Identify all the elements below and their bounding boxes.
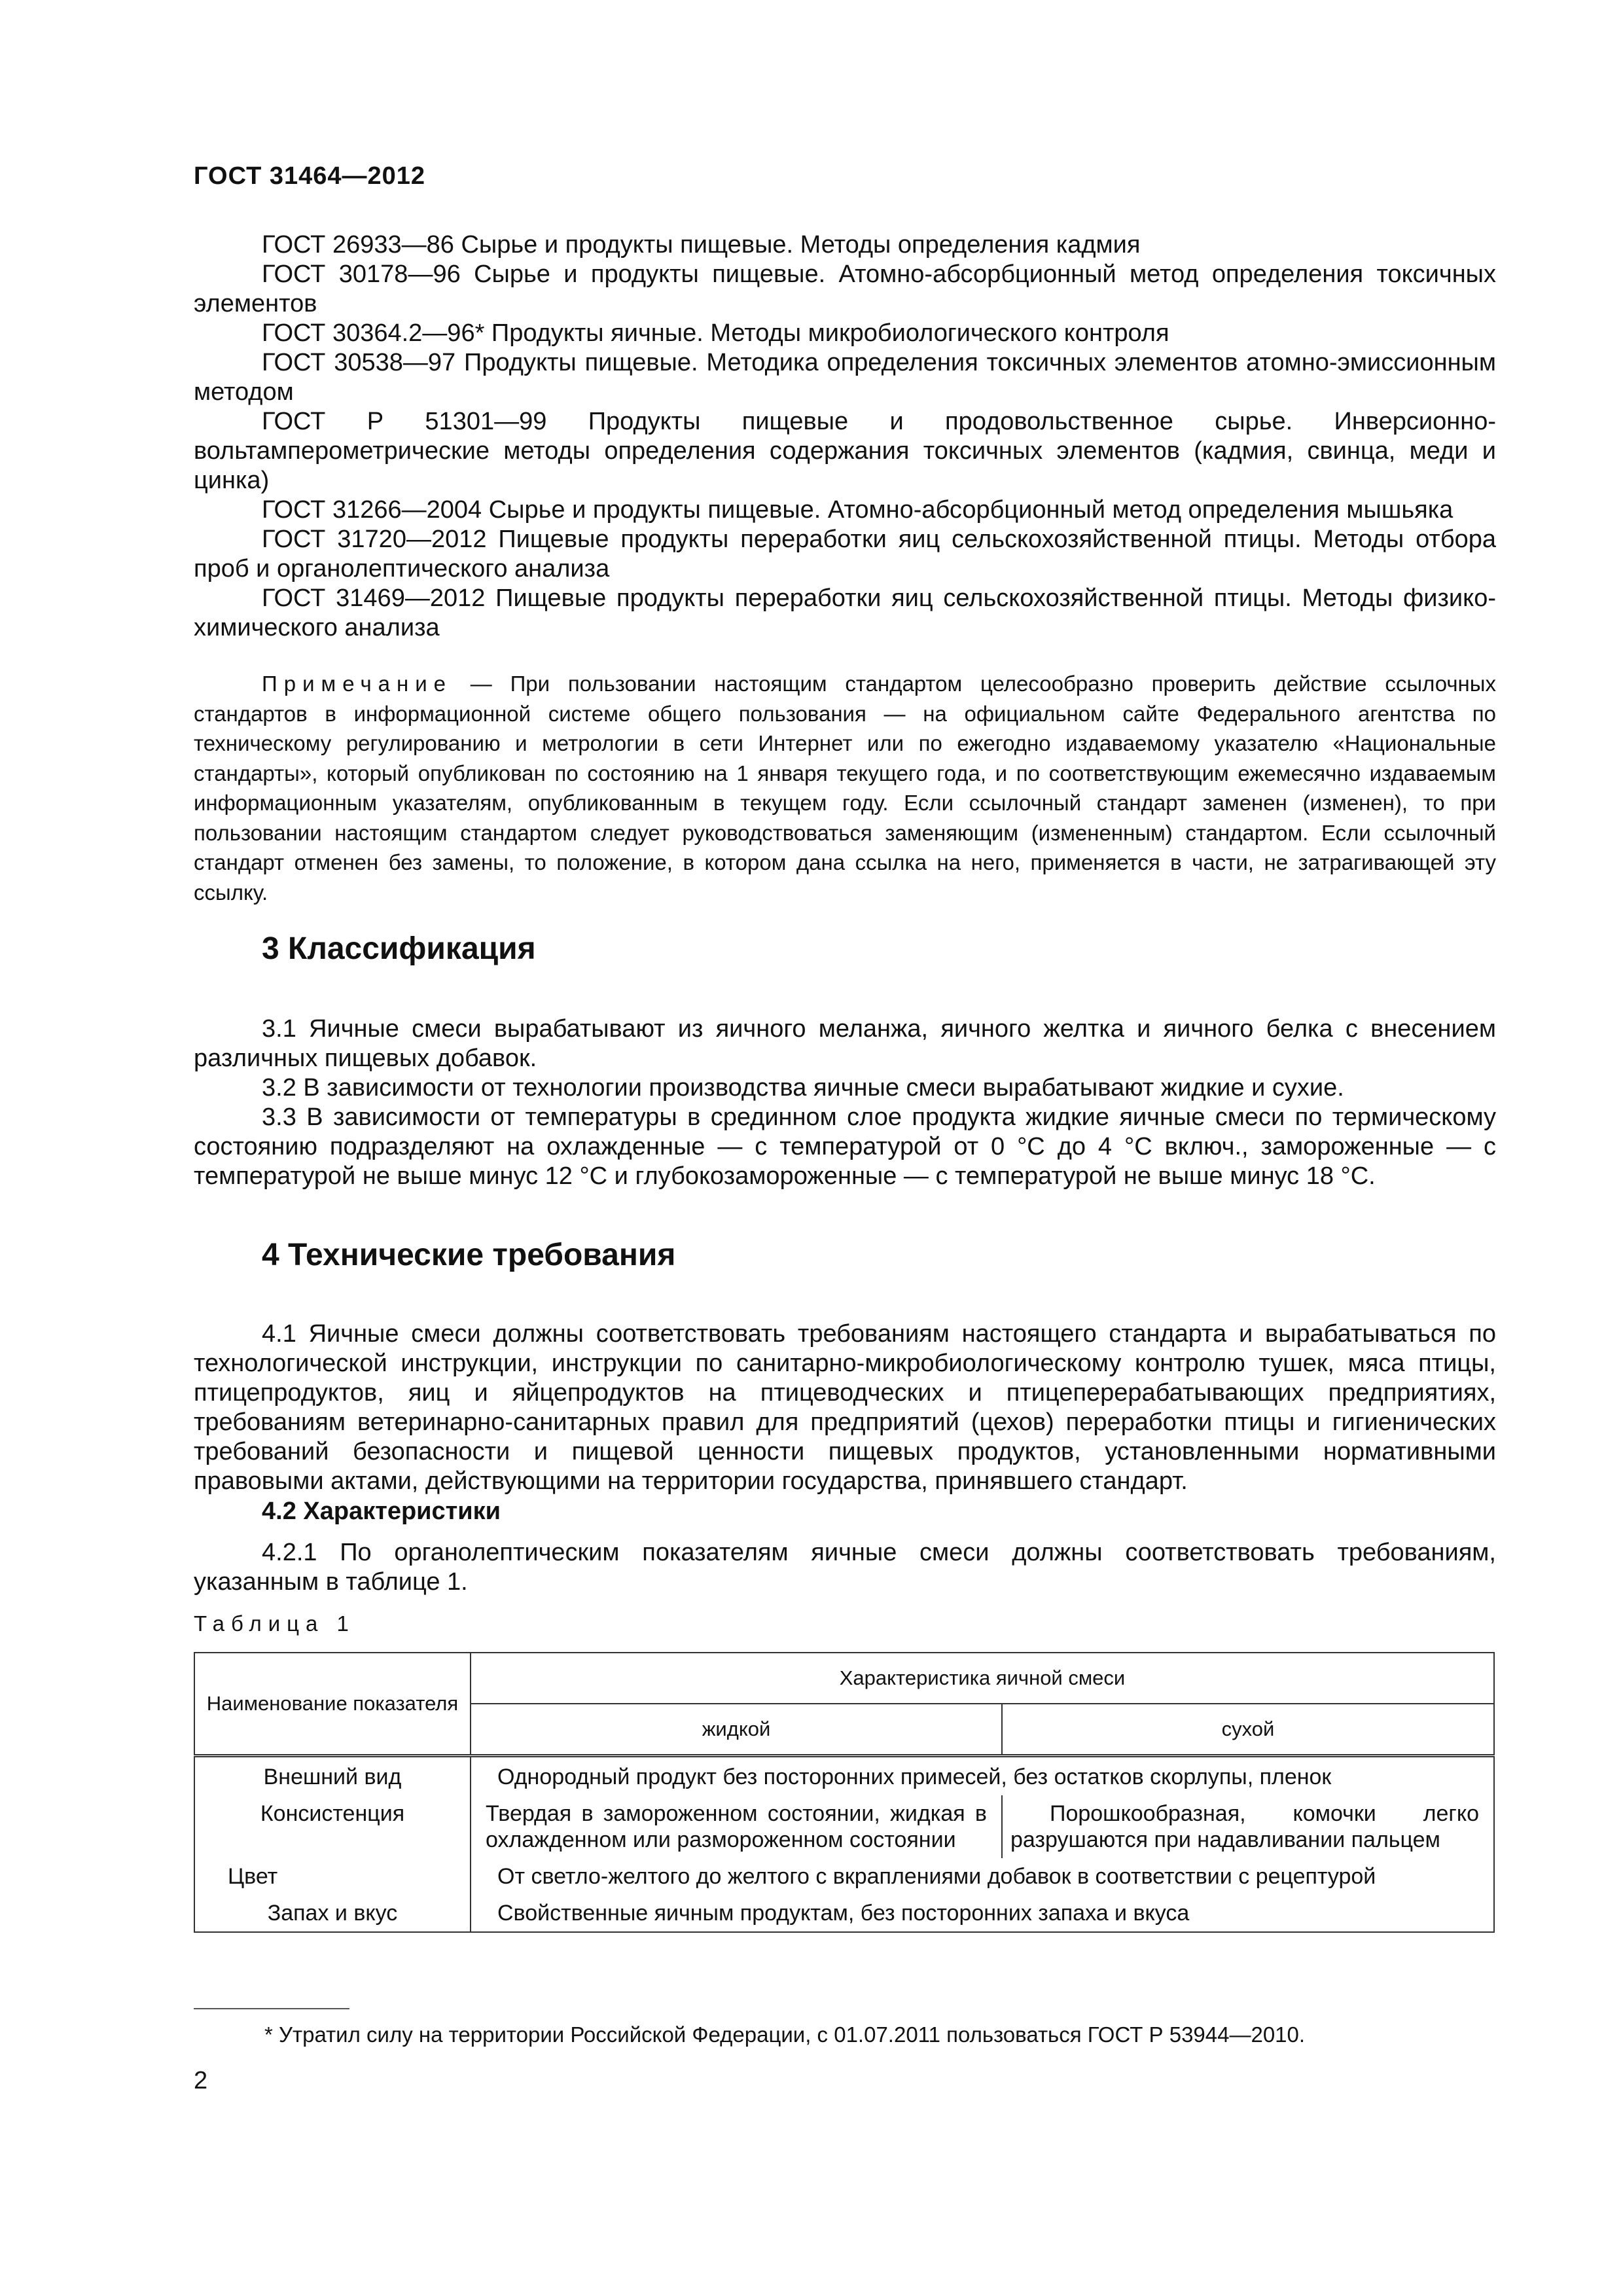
reference-item: ГОСТ 30538—97 Продукты пищевые. Методика определения токсичных элементов атомно-эмиссионным методом xyxy=(194,349,1496,406)
footnote-divider xyxy=(194,2008,349,2009)
column-group-header: Характеристика яичной смеси xyxy=(471,1653,1494,1704)
section-3-body xyxy=(194,1014,1496,1191)
table-row xyxy=(194,1759,1494,1795)
reference-item: ГОСТ Р 51301—99 Продукты пищевые и продовольственное сырье. Инверсионно-вольтамперометрические методы определения содержания токсичных элементов (кадмия, свинца, меди и цинка) xyxy=(194,408,1496,494)
table-row xyxy=(194,1858,1494,1895)
column-header-liquid: жидкой xyxy=(471,1704,1002,1756)
paragraph-3-2: 3.2 В зависимости от технологии производства яичные смеси вырабатывают жидкие и сухие. xyxy=(262,1074,1344,1102)
row-value-combined: Свойственные яичным продуктам, без посторонних запаха и вкуса xyxy=(471,1895,1494,1932)
row-name: Цвет xyxy=(194,1858,471,1895)
row-value-combined: От светло-желтого до желтого с вкраплениями добавок в соответствии с рецептурой xyxy=(471,1858,1494,1895)
reference-item: ГОСТ 31469—2012 Пищевые продукты переработки яиц сельскохозяйственной птицы. Методы физико-химического анализа xyxy=(194,584,1496,641)
normative-references-list xyxy=(194,230,1496,643)
table-row xyxy=(194,1795,1494,1858)
row-name: Консистенция xyxy=(194,1795,471,1858)
document-header-title: ГОСТ 31464—2012 xyxy=(194,162,426,190)
reference-item: ГОСТ 26933—86 Сырье и продукты пищевые. Методы определения кадмия xyxy=(262,231,1141,259)
reference-item: ГОСТ 31720—2012 Пищевые продукты переработки яиц сельскохозяйственной птицы. Методы отбора проб и органолептического анализа xyxy=(194,526,1496,583)
reference-item: ГОСТ 30178—96 Сырье и продукты пищевые. Атомно-абсорбционный метод определения токсичных элементов xyxy=(194,260,1496,317)
row-name: Внешний вид xyxy=(194,1759,471,1795)
page-number: 2 xyxy=(194,2067,208,2094)
note-label: Примечание xyxy=(262,672,453,696)
section-4-body xyxy=(194,1319,1496,1496)
note-paragraph xyxy=(194,669,1496,907)
organoleptic-table xyxy=(194,1652,1495,1933)
table-row xyxy=(194,1895,1494,1932)
paragraph-4-2-1: 4.2.1 По органолептическим показателям яичные смеси должны соответствовать требованиям, указанным в таблице 1. xyxy=(194,1539,1496,1596)
section-4-2-body xyxy=(194,1538,1496,1597)
paragraph-4-1: 4.1 Яичные смеси должны соответствовать требованиям настоящего стандарта и вырабатываться по технологической инструкции, инструкции по санитарно-микробиологическому контролю тушек, мяса птицы, птицепродуктов, яиц и яйцепродуктов на птицеводческих и птицеперерабатывающих предприятиях, требованиям ветеринарно-санитарных правил для предприятий (цехов) переработки птицы и гигиенических требований безопасности и пищевой ценности пищевых продуктов, установленными нормативными правовыми актами, действующими на территории государства, принявшего стандарт. xyxy=(194,1320,1496,1495)
reference-item: ГОСТ 30364.2—96* Продукты яичные. Методы микробиологического контроля xyxy=(262,319,1169,347)
reference-item: ГОСТ 31266—2004 Сырье и продукты пищевые. Атомно-абсорбционный метод определения мышьяка xyxy=(262,496,1454,524)
column-header-dry: сухой xyxy=(1002,1704,1494,1756)
section-3-heading: 3 Классификация xyxy=(262,931,536,966)
row-value-liquid: Твердая в замороженном состоянии, жидкая в охлажденном или размороженном состоянии xyxy=(471,1795,1002,1858)
row-value-combined: Однородный продукт без посторонних примесей, без остатков скорлупы, пленок xyxy=(471,1759,1494,1795)
row-value-dry: Порошкообразная, комочки легко разрушаются при надавливании пальцем xyxy=(1002,1795,1494,1858)
table-caption: Таблица 1 xyxy=(194,1611,355,1636)
paragraph-3-3: 3.3 В зависимости от температуры в срединном слое продукта жидкие яичные смеси по термическому состоянию подразделяют на охлажденные — с температурой от 0 °С до 4 °С включ., замороженные — с температурой не выше минус 12 °С и глубокозамороженные — с температурой не выше минус 18 °С. xyxy=(194,1103,1496,1190)
paragraph-3-1: 3.1 Яичные смеси вырабатывают из яичного меланжа, яичного желтка и яичного белка с внесением различных пищевых добавок. xyxy=(194,1015,1496,1072)
note-text: — При пользовании настоящим стандартом целесообразно проверить действие ссылочных стандартов в информационной системе общего пользования — на официальном сайте Федерального агентства по техническому регулированию и метрологии в сети Интернет или по ежегодно издаваемому указателю «Национальные стандарты», который опубликован по состоянию на 1 января текущего года, и по соответствующим ежемесячно издаваемым информационным указателям, опубликованным в текущем году. Если ссылочный стандарт заменен (изменен), то при пользовании настоящим стандартом следует руководствоваться заменяющим (измененным) стандартом. Если ссылочный стандарт отменен без замены, то положение, в котором дана ссылка на него, применяется в части, не затрагивающей эту ссылку. xyxy=(194,672,1496,905)
row-name: Запах и вкус xyxy=(194,1895,471,1932)
section-4-heading: 4 Технические требования xyxy=(262,1238,676,1272)
column-header-indicator: Наименование показателя xyxy=(194,1653,471,1756)
footnote: * Утратил силу на территории Российской Федерации, с 01.07.2011 пользоваться ГОСТ Р 53944—2010. xyxy=(264,2022,1306,2047)
subsection-4-2-heading: 4.2 Характеристики xyxy=(262,1498,501,1525)
